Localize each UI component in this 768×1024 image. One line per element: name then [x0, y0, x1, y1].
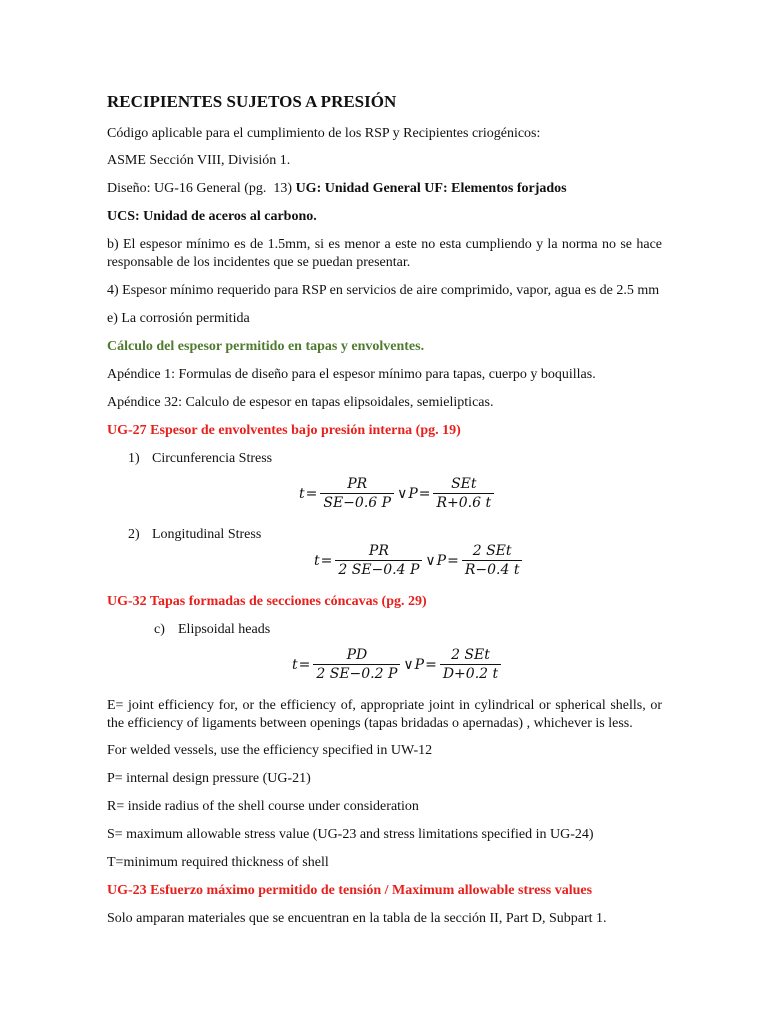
paragraph-corrosion: e) La corrosión permitida: [107, 311, 250, 326]
diseno-text: Diseño: UG-16 General (pg. 13): [107, 181, 296, 196]
paragraph-stress: S= maximum allowable stress value (UG-23 and stress limitations specified in UG-24): [107, 827, 594, 842]
list-item-label: Elipsoidal heads: [178, 622, 271, 637]
fraction: [440, 647, 501, 682]
denominator: 2 SE−0.4 P: [335, 560, 422, 578]
paragraph-radius: R= inside radius of the shell course under consideration: [107, 799, 419, 814]
numerator: PD: [346, 647, 368, 663]
page-title: RECIPIENTES SUJETOS A PRESIÓN: [107, 92, 397, 111]
fraction: [313, 647, 400, 682]
paragraph-codigo: Código aplicable para el cumplimiento de los RSP y Recipientes criogénicos:: [107, 126, 541, 141]
numerator: 2 SEt: [472, 543, 512, 559]
list-item-circunferencia: [128, 450, 272, 468]
or-symbol: ∨: [397, 485, 408, 502]
numerator: 2 SEt: [451, 647, 490, 663]
section-heading-ug32: UG-32 Tapas formadas de secciones cóncavas (pg. 29): [107, 594, 427, 609]
denominator: 2 SE−0.2 P: [313, 664, 400, 682]
formula-variable: P: [408, 485, 418, 502]
section-heading-ug23: UG-23 Esfuerzo máximo permitido de tensión / Maximum allowable stress values: [107, 883, 593, 898]
denominator: R−0.4 t: [462, 560, 523, 578]
paragraph-joint-efficiency: E= joint efficiency for, or the efficiency of, appropriate joint in cylindrical or spherical shells, or the efficiency of ligaments between openings (tapas bridadas o apernadas) , whichever is less.: [107, 698, 662, 731]
diseno-bold-text: UG: Unidad General UF: Elementos forjados: [295, 181, 567, 196]
paragraph-espesor-rsp: 4) Espesor mínimo requerido para RSP en servicios de aire comprimido, vapor, agua es de 2.5 mm: [107, 283, 660, 298]
equals-sign: =: [298, 656, 311, 673]
paragraph-thickness: T=minimum required thickness of shell: [107, 855, 329, 870]
denominator: D+0.2 t: [440, 664, 501, 682]
formula-variable: t: [314, 552, 320, 569]
equals-sign: =: [418, 485, 431, 502]
paragraph-pressure: P= internal design pressure (UG-21): [107, 771, 311, 786]
fraction: [320, 476, 394, 511]
paragraph-welded-vessels: For welded vessels, use the efficiency specified in UW-12: [107, 743, 433, 758]
fraction: [335, 543, 422, 578]
formula-circunferencia: [299, 476, 496, 511]
list-item-number: 2): [128, 527, 140, 542]
paragraph-asme: ASME Sección VIII, División 1.: [107, 153, 291, 168]
or-symbol: ∨: [425, 552, 436, 569]
list-item-number: 1): [128, 451, 140, 466]
equals-sign: =: [305, 485, 318, 502]
list-item-number: c): [154, 622, 165, 637]
list-item-elipsoidal: [154, 621, 270, 639]
paragraph-apendice-32: Apéndice 32: Calculo de espesor en tapas elipsoidales, semielipticas.: [107, 395, 494, 410]
formula-variable: P: [436, 552, 447, 569]
equals-sign: =: [320, 552, 333, 569]
formula-variable: t: [292, 656, 298, 673]
denominator: R+0.6 t: [433, 493, 494, 511]
paragraph-ucs: UCS: Unidad de aceros al carbono.: [107, 209, 317, 224]
section-heading-ug27: UG-27 Espesor de envolventes bajo presión interna (pg. 19): [107, 423, 461, 438]
numerator: SEt: [451, 476, 477, 492]
denominator: SE−0.6 P: [320, 493, 394, 511]
formula-variable: t: [299, 485, 305, 502]
or-symbol: ∨: [403, 656, 414, 673]
numerator: PR: [347, 476, 368, 492]
section-heading-calculo: Cálculo del espesor permitido en tapas y envolventes.: [107, 339, 425, 354]
paragraph-materiales: Solo amparan materiales que se encuentran en la tabla de la sección II, Part D, Subpart 1.: [107, 911, 607, 926]
formula-variable: P: [414, 656, 425, 673]
paragraph-diseno: [107, 180, 662, 198]
list-item-label: Longitudinal Stress: [152, 527, 262, 542]
numerator: PR: [368, 543, 389, 559]
fraction: [462, 543, 523, 578]
paragraph-espesor-minimo: b) El espesor mínimo es de 1.5mm, si es menor a este no esta cumpliendo y la norma no se hace responsable de los incidentes que se puedan presentar.: [107, 237, 662, 270]
formula-longitudinal: [314, 543, 524, 578]
list-item-label: Circunferencia Stress: [152, 451, 273, 466]
formula-elipsoidal: [292, 647, 503, 682]
fraction: [433, 476, 494, 511]
paragraph-apendice-1: Apéndice 1: Formulas de diseño para el espesor mínimo para tapas, cuerpo y boquillas.: [107, 367, 596, 382]
equals-sign: =: [447, 552, 459, 569]
list-item-longitudinal: [128, 526, 261, 544]
equals-sign: =: [425, 656, 437, 673]
